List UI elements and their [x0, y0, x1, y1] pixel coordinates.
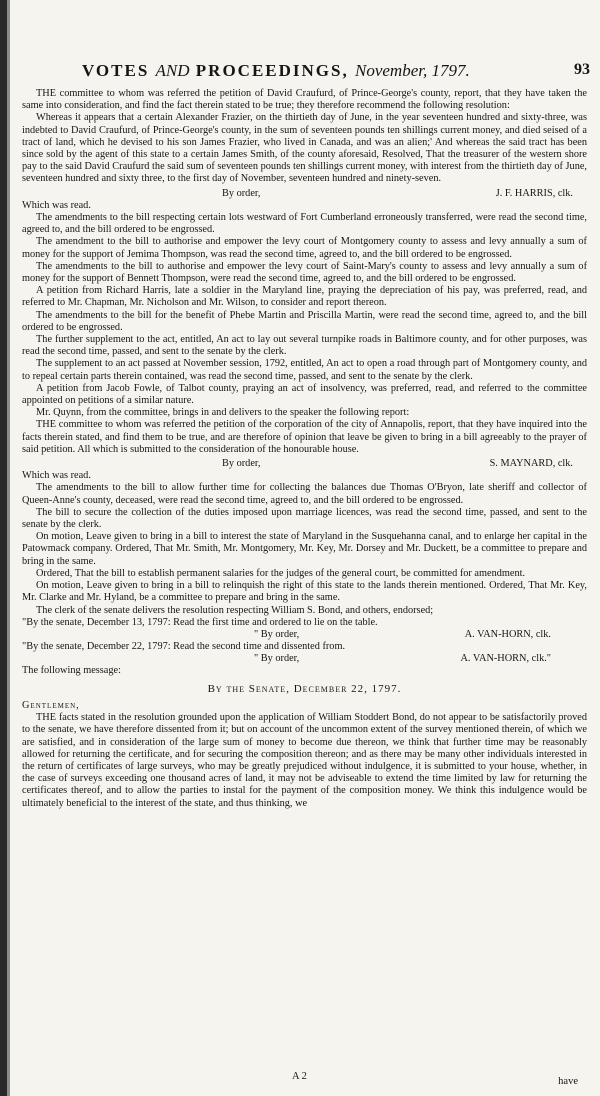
paragraph: The supplement to an act passed at November session, 1792, entitled, An act to open a road through part of Montgomery county, and to repeal certain parts therein contained, was read the second time, passed, and sent to the senate by the clerk. — [22, 358, 587, 382]
paragraph: THE committee to whom was referred the petition of David Craufurd, of Prince-George's county, report, that they have taken the same into consideration, and find the fact therein stated to be true; they therefore recommend the following resolution: — [22, 88, 587, 112]
senate-heading: By the Senate, December 22, 1797. — [207, 682, 402, 695]
paragraph: The amendments to the bill to allow further time for collecting the balances due Thomas O'Bryon, late sheriff and collector of Queen-Anne's county, deceased, were read the second time, agreed to, and the bill ordered to be engrossed. — [22, 482, 587, 506]
clerk-signature: S. MAYNARD, clk. — [489, 458, 573, 470]
paragraph: Whereas it appears that a certain Alexander Frazier, on the thirtieth day of June, in the year seventeen hundred and sixty-three, was indebted to David Craufurd, of Prince-George's county, in the sum of seventeen pounds ten shillings current money, and died seised of a tract of land, which he devised to his son James Frazier, who lived in Canada, and was an alien;' And whereas the said tract has been since sold by the agent of this state to a certain James Smith, of the county aforesaid, Resolved, That the treasurer of the western shore pay to the said David Craufurd the said sum of seventeen pounds ten shillings current money, with interest from the thirtieth day of June, seventeen hundred and sixty three, to the first day of November, seventeen hundred and ninety-seven. — [22, 112, 587, 185]
paragraph: THE committee to whom was referred the petition of the corporation of the city of Annapolis, report, that they have inquired into the facts therein stated, and find them to be true, and are therefore of opinion that leave be given to bring in a bill agreeably to the prayer of said petition. All which is submitted to the consideration of the honourable house. — [22, 419, 587, 455]
paragraph: The amendments to the bill to authorise and empower the levy court of Saint-Mary's county to assess and levy annually a sum of money for the support of Bennett Thompson, were read the second time, agreed to, and the bill ordered to be engrossed. — [22, 260, 587, 285]
salutation: Gentlemen, — [22, 699, 80, 711]
by-order-label: " By order, — [254, 653, 300, 665]
paragraph: The clerk of the senate delivers the resolution respecting William S. Bond, and others, endorsed; — [36, 604, 434, 616]
paragraph: A petition from Jacob Fowle, of Talbot county, praying an act of insolvency, was preferred, read, and referred to the committee appointed on petitions of a similar nature. — [22, 382, 587, 407]
order-line — [22, 629, 587, 641]
paragraph: Ordered, That the bill to establish permanent salaries for the judges of the general court, be committed for amendment. — [36, 567, 526, 579]
order-line — [22, 653, 587, 665]
paragraph: On motion, Leave given to bring in a bill to interest the state of Maryland in the Susquehanna canal, and to enlarge her capital in the Patowmack company. Ordered, That Mr. Smith, Mr. Montgomery, Mr. Key, Mr. Dorsey and Mr. Duckett, be a committee to prepare and bring in the same. — [22, 531, 587, 567]
running-header — [18, 61, 594, 83]
paragraph: The further supplement to the act, entitled, An act to lay out several turnpike roads in Baltimore county, and for other purposes, was read the second time, passed, and sent to the senate by the clerk. — [22, 334, 587, 358]
paragraph: Which was read. — [22, 199, 91, 211]
paragraph: THE facts stated in the resolution grounded upon the application of William Stoddert Bond, do not appear to be satisfactorily proved to the senate, we have therefore dissented from it; but on account of the uncommon extent of the survey mentioned therein, of which we are satisfied, and in consideration of the large sum of money to become due thereon, we think that further time may be reasonably allowed for returning the certificate, and for securing the composition thereon; and as there may be many other individuals interested in the return of certificates of large surveys, who may be greatly prejudiced without indulgence, it is submitted to your house, whether, in the case of surveys exceeding one thousand acres of land, it may not be adviseable to extend the time limited by law for returning the certificates thereof, and to allow the parties to instal for the payment of the composition money. We think this indulgence would be ultimately beneficial to the interest of the state, and thus thinking, we — [22, 712, 587, 809]
binding-shadow — [7, 0, 10, 1096]
page-number: 93 — [574, 61, 590, 78]
binding-edge — [0, 0, 7, 1096]
paragraph: The amendment to the bill to authorise and empower the levy court of Montgomery county to assess and levy annually a sum of money for the support of Jemima Thompson, was read the second time, agreed to, and the bill ordered to be engrossed. — [22, 236, 587, 260]
catchword: have — [558, 1076, 578, 1087]
senate-endorsement: "By the senate, December 22, 1797: Read the second time and dissented from. — [22, 641, 346, 653]
by-order-label: By order, — [222, 187, 261, 199]
by-order-label: By order, — [222, 458, 261, 470]
order-line — [22, 188, 587, 200]
paragraph: The following message: — [22, 665, 121, 677]
paragraph: The amendments to the bill for the benefit of Phebe Martin and Priscilla Martin, were read the second time, agreed to, and the bill ordered to be engrossed. — [22, 309, 587, 333]
paragraph: The bill to secure the collection of the duties imposed upon marriage licences, was read the second time, passed, and sent to the senate by the clerk. — [22, 506, 587, 531]
signature-mark: A 2 — [292, 1071, 307, 1082]
by-order-label: " By order, — [254, 628, 300, 640]
senate-endorsement: "By the senate, December 13, 1797: Read the first time and ordered to lie on the table. — [22, 616, 378, 628]
paragraph: On motion, Leave given to bring in a bill to relinquish the right of this state to the lands therein mentioned. Ordered, That Mr. Key, Mr. Clarke and Mr. Hyland, be a committee to prepare and bring in the same. — [22, 580, 587, 604]
clerk-signature: A. VAN-HORN, clk. — [464, 628, 551, 640]
paragraph: Which was read. — [22, 470, 91, 482]
paragraph: Mr. Quynn, from the committee, brings in and delivers to the speaker the following report: — [36, 407, 410, 419]
page-title: VOTES AND PROCEEDINGS, November, 1797. — [82, 61, 470, 80]
clerk-signature: A. VAN-HORN, clk." — [460, 653, 551, 665]
paragraph: A petition from Richard Harris, late a soldier in the Maryland line, praying the depreciation of his pay, was preferred, read, and referred to Mr. Chapman, Mr. Nicholson and Mr. Wilson, to consider and report thereon. — [22, 285, 587, 309]
paragraph: The amendments to the bill respecting certain lots westward of Fort Cumberland erroneously transferred, were read the second time, agreed to, and the bill ordered to be engrossed. — [22, 212, 587, 236]
page-footer — [0, 1071, 600, 1085]
clerk-signature: J. F. HARRIS, clk. — [495, 187, 573, 199]
order-line — [22, 458, 587, 470]
document-body — [22, 88, 587, 810]
